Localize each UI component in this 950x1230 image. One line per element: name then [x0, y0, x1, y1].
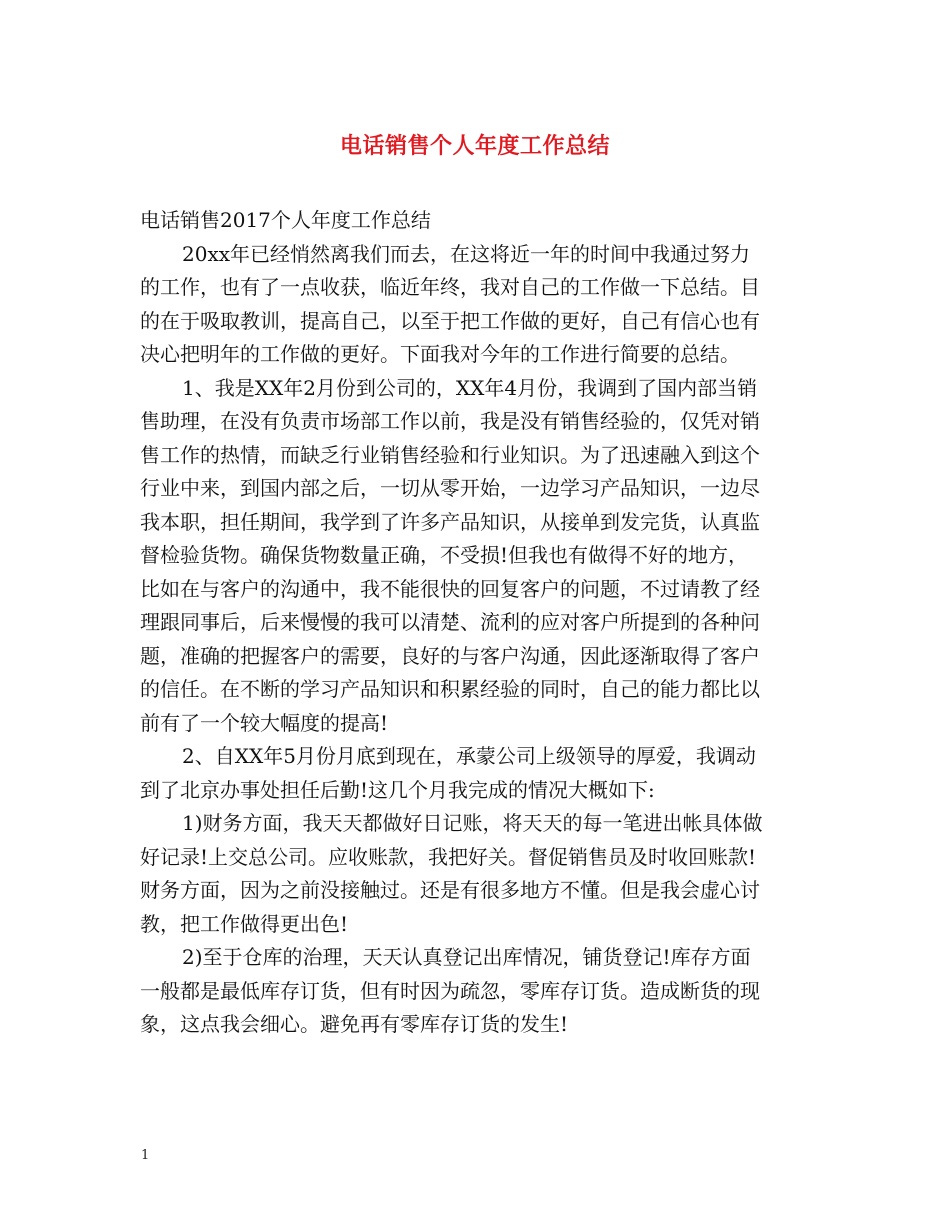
document-title: 电话销售个人年度工作总结 [339, 134, 610, 159]
paragraph-line: 一般都是最低库存订货，但有时因为疏忽，零库存订货。造成断货的现 [140, 978, 760, 1003]
paragraph-line: 售工作的热情，而缺乏行业销售经验和行业知识。为了迅速融入到这个 [140, 442, 760, 467]
document-subtitle: 电话销售2017个人年度工作总结 [140, 208, 431, 232]
paragraph-line: 20xx年已经悄然离我们而去，在这将近一年的时间中我通过努力 [182, 241, 751, 266]
paragraph-line: 财务方面，因为之前没接触过。还是有很多地方不懂。但是我会虚心讨 [140, 878, 760, 902]
paragraph-line: 我本职，担任期间，我学到了许多产品知识，从接单到发完货，认真监 [140, 509, 760, 534]
paragraph-line: 理跟同事后，后来慢慢的我可以清楚、流利的应对客户所提到的各种问 [140, 610, 760, 634]
paragraph-line: 决心把明年的工作做的更好。下面我对今年的工作进行简要的总结。 [140, 342, 740, 366]
page-number: 1 [141, 1148, 150, 1163]
document-body [140, 204, 812, 1042]
paragraph-line: 前有了一个较大幅度的提高! [140, 710, 389, 735]
paragraph-line: 好记录!上交总公司。应收账款，我把好关。督促销售员及时收回账款! [140, 844, 757, 869]
paragraph-line: 象，这点我会细心。避免再有零库存订货的发生! [140, 1012, 569, 1036]
paragraph-line: 到了北京办事处担任后勤!这几个月我完成的情况大概如下: [140, 777, 655, 802]
paragraph-line: 督检验货物。确保货物数量正确，不受损!但我也有做得不好的地方， [140, 543, 749, 567]
paragraph-line: 1)财务方面，我天天都做好日记账，将天天的每一笔进出帐具体做 [182, 811, 763, 835]
paragraph-line: 的在于吸取教训，提高自己，以至于把工作做的更好，自己有信心也有 [140, 308, 760, 333]
paragraph-line: 教，把工作做得更出色! [140, 911, 349, 936]
paragraph-line: 行业中来，到国内部之后，一切从零开始，一边学习产品知识，一边尽 [140, 476, 760, 500]
paragraph-line: 2)至于仓库的治理，天天认真登记出库情况，铺货登记!库存方面 [182, 945, 751, 969]
paragraph-line: 的信任。在不断的学习产品知识和积累经验的同时，自己的能力都比以 [140, 677, 760, 701]
paragraph-line: 2、自XX年5月份月底到现在，承蒙公司上级领导的厚爱，我调动 [182, 744, 756, 768]
paragraph-line: 比如在与客户的沟通中，我不能很快的回复客户的问题，不过请教了经 [140, 576, 760, 601]
paragraph-line: 售助理，在没有负责市场部工作以前，我是没有销售经验的，仅凭对销 [140, 409, 760, 433]
paragraph-line: 题，准确的把握客户的需要，良好的与客户沟通，因此逐渐取得了客户 [140, 643, 760, 668]
paragraph-line: 的工作，也有了一点收获，临近年终，我对自己的工作做一下总结。目 [140, 275, 760, 299]
paragraph-line: 1、我是XX年2月份到公司的，XX年4月份，我调到了国内部当销 [182, 375, 758, 400]
